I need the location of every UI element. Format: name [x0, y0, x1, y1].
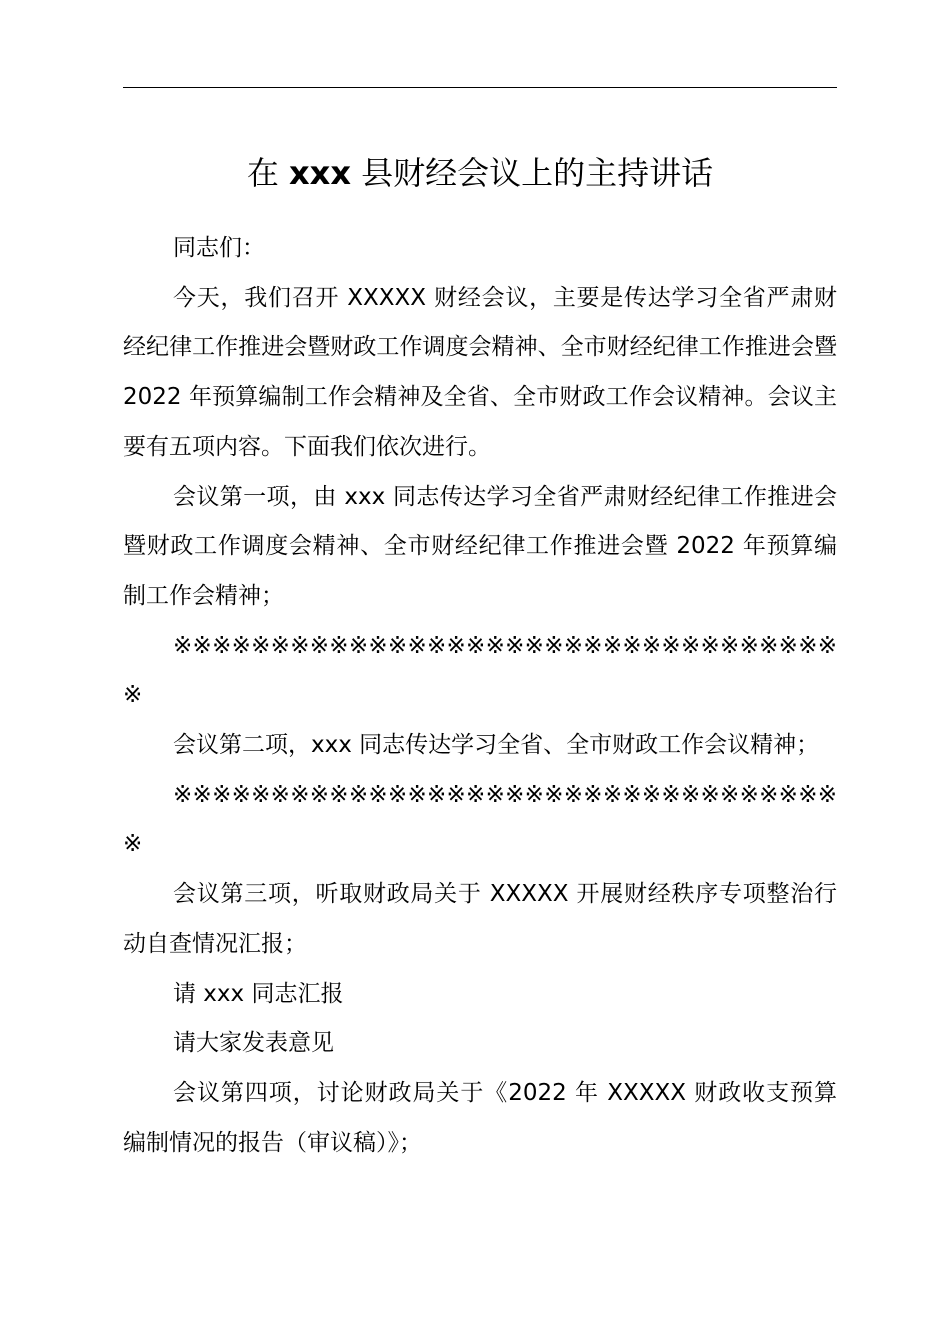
salutation: 同志们：	[173, 235, 265, 261]
paragraph-opinion-request: 请大家发表意见	[173, 1030, 334, 1057]
paragraph-item-2: 会议第二项，xxx 同志传达学习全省、全市财政工作会议精神；	[173, 732, 820, 759]
paragraph-item-4: 会议第四项，讨论财政局关于《2022 年 XXXXX 财政收支预算编制情况的报告（审议稿）》；	[123, 1079, 837, 1156]
paragraph-item-3: 会议第三项，听取财政局关于 XXXXX 开展财经秩序专项整治行动自查情况汇报；	[123, 881, 837, 957]
placeholder-stars-1: ※※※※※※※※※※※※※※※※※※※※※※※※※※※※※※※※※※※	[123, 632, 837, 709]
document-body	[123, 224, 837, 1168]
document-title	[123, 148, 837, 198]
paragraph-intro: 今天，我们召开 XXXXX 财经会议，主要是传达学习全省严肃财经纪律工作推进会暨财政工作调度会精神、全市财经纪律工作推进会暨 2022 年预算编制工作会精神及全省、全市财政工作会议精神。会议主要有五项内容。下面我们依次进行。	[123, 284, 837, 460]
title-suffix: 县财经会议上的主持讲话	[350, 154, 714, 192]
header-rule	[123, 87, 837, 88]
paragraph-item-1: 会议第一项，由 xxx 同志传达学习全省严肃财经纪律工作推进会暨财政工作调度会精神、全市财经纪律工作推进会暨 2022 年预算编制工作会精神；	[123, 483, 837, 609]
title-prefix: 在	[246, 154, 290, 192]
paragraph-report-request: 请 xxx 同志汇报	[173, 980, 344, 1007]
title-bold: xxx	[289, 154, 351, 192]
placeholder-stars-2: ※※※※※※※※※※※※※※※※※※※※※※※※※※※※※※※※※※※	[123, 781, 837, 858]
